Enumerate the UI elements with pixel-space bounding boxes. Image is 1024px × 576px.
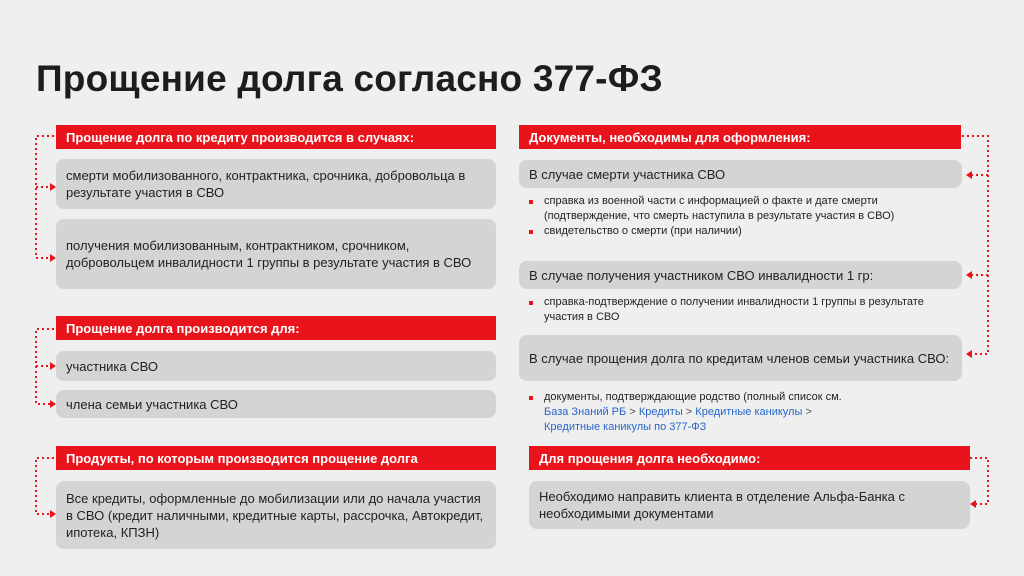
breadcrumb-separator: > (685, 406, 693, 418)
family-case-box (519, 335, 962, 381)
death-bullet-certificate: справка из военной части с информацией о факте и дате смерти (подтверждение, что смерть наступила в результате участия в СВО) (522, 194, 962, 224)
link-credit-holidays[interactable]: Кредитные каникулы (695, 406, 803, 418)
cases-header: Прощение долга по кредиту производится в случаях: (56, 125, 496, 149)
disability-case-bullets (522, 295, 962, 325)
case-death-text: смерти мобилизованного, контрактника, срочника, добровольца в результате участия в СВО (66, 168, 466, 200)
required-header: Для прощения долга необходимо: (529, 446, 970, 470)
case-death (56, 159, 496, 209)
case-disability (56, 219, 496, 289)
products-box (56, 481, 496, 549)
required-box (529, 481, 970, 529)
for-whom-participant-text: участника СВО (66, 358, 158, 374)
disability-bullet-certificate: справка-подтверждение о получении инвалидности 1 группы в результате участия в СВО (522, 295, 962, 325)
for-whom-participant (56, 351, 496, 381)
products-text: Все кредиты, оформленные до мобилизации или до начала участия в СВО (кредит наличными, кредитные карты, рассрочка, Автокредит, ипотека, КПЗН) (66, 490, 484, 540)
disability-case-title: В случае получения участником СВО инвалидности 1 гр: (529, 267, 874, 283)
breadcrumb-separator: > (805, 406, 812, 418)
link-credits[interactable]: Кредиты (638, 406, 683, 418)
family-bullet-text: документы, подтверждающие родство (полный список см. (544, 391, 842, 403)
required-text: Необходимо направить клиента в отделение Альфа-Банка с необходимыми документами (539, 489, 905, 521)
products-header: Продукты, по которым производится прощение долга (56, 446, 496, 470)
for-whom-family (56, 390, 496, 418)
page-title: Прощение долга согласно 377-ФЗ (36, 58, 663, 99)
death-bullet-death-record: свидетельство о смерти (при наличии) (522, 224, 962, 239)
death-case-bullets (522, 194, 962, 239)
for-whom-header: Прощение долга производится для: (56, 316, 496, 340)
link-credit-holidays-377[interactable]: Кредитные каникулы по 377-ФЗ (544, 421, 707, 433)
for-whom-family-text: члена семьи участника СВО (66, 396, 238, 412)
disability-case-box (519, 261, 962, 289)
breadcrumb-separator: > (629, 406, 636, 418)
link-knowledge-base[interactable]: База Знаний РБ (544, 406, 627, 418)
family-case-bullets (522, 390, 962, 435)
family-bullet (522, 390, 962, 435)
case-disability-text: получения мобилизованным, контрактником, срочником, добровольцем инвалидности 1 группы в результате участия в СВО (66, 238, 472, 270)
family-case-title: В случае прощения долга по кредитам членов семьи участника СВО: (529, 350, 950, 366)
death-case-box (519, 160, 962, 188)
documents-header: Документы, необходимы для оформления: (519, 125, 961, 149)
death-case-title: В случае смерти участника СВО (529, 166, 726, 182)
